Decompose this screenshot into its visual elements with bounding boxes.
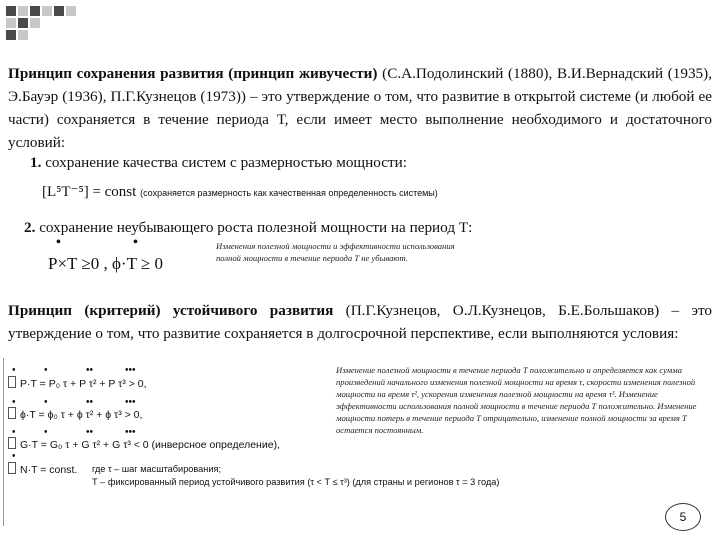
equation-power xyxy=(8,376,147,390)
principle-preservation-text: (С.А.Подолинский (1880), В.И.Вернадский (1935), Э.Бауэр (1936), П.Г.Кузнецов (1973)) – это утверждение о том, что развитие в открытой системе (и любой ее части) сохраняется в течение периода Т, если имеет место выполнение необходимого и достаточного условий: xyxy=(8,65,713,151)
deco-square xyxy=(18,6,28,16)
derivative-dot: •• xyxy=(86,427,94,438)
derivative-dot: •• xyxy=(86,397,94,408)
derivative-dot: • xyxy=(12,451,16,462)
derivative-dot: • xyxy=(44,397,48,408)
principle-preservation-paragraph xyxy=(8,62,712,154)
condition-1-text: сохранение качества систем с размерностью мощности: xyxy=(41,154,407,171)
derivative-dot: • xyxy=(44,427,48,438)
derivative-dot: • xyxy=(56,235,61,250)
equation-losses xyxy=(8,437,280,451)
deco-square xyxy=(6,6,16,16)
derivative-dot: • xyxy=(12,397,16,408)
formula-efficiency-part: ϕ·T ≥ 0 xyxy=(111,254,163,273)
note-non-decreasing: Изменения полезной мощности и эффективности использования полной мощности в течение периода Т не убывают. xyxy=(216,241,455,263)
equation-efficiency xyxy=(8,407,142,421)
equation-bracket-line xyxy=(3,358,4,526)
deco-square xyxy=(30,18,40,28)
deco-square xyxy=(30,6,40,16)
derivative-dot: • xyxy=(12,427,16,438)
deco-square xyxy=(54,6,64,16)
equation-power-text: P·T = P₀ τ + P τ² + P τ³ > 0, xyxy=(20,378,147,390)
formula-dimension-note: (сохраняется размерность как качественная определенность системы) xyxy=(140,188,438,198)
formula-power-part: P×T ≥0 xyxy=(48,254,100,273)
equation-efficiency-text: ϕ·T = ϕ₀ τ + ϕ τ² + ϕ τ³ > 0, xyxy=(20,409,143,421)
condition-2 xyxy=(24,218,472,238)
equation-footnote-period: Т – фиксированный период устойчивого развития (τ < T ≤ τ³) (для страны и регионов τ = 3 года) xyxy=(92,477,500,487)
decorative-squares xyxy=(0,0,160,42)
equation-losses-text: G·T = G₀ τ + G τ² + G τ³ < 0 (инверсное определение), xyxy=(20,439,280,451)
derivative-dot: • xyxy=(133,235,138,250)
deco-square xyxy=(66,6,76,16)
condition-1-number: 1. xyxy=(30,154,42,171)
derivative-dot: ••• xyxy=(125,365,136,376)
sustainable-development-text: (П.Г.Кузнецов, О.Л.Кузнецов, Б.Е.Большаков) – это утверждение о том, что развитие сохраняется в долгосрочной перспективе, если выполняются условия: xyxy=(8,302,713,342)
deco-square xyxy=(18,30,28,40)
derivative-dot: • xyxy=(44,365,48,376)
condition-2-text: сохранение неубывающего роста полезной мощности на период Т: xyxy=(35,219,473,236)
equation-footnote-step: где τ – шаг масштабирования; xyxy=(92,464,222,474)
deco-square xyxy=(18,18,28,28)
page-number: 5 xyxy=(665,503,701,531)
condition-1 xyxy=(30,153,407,173)
derivative-dot: •• xyxy=(86,365,94,376)
formula-dimension xyxy=(42,182,438,201)
equation-total-power xyxy=(8,462,77,476)
equation-total-power-text: N·T = const. xyxy=(20,464,78,476)
right-explanatory-note: Изменение полезной мощности в течение периода Т положительно и определяется как сумма произведений начального изменения полезной мощности на время τ, скорости изменения полезной мощности на время τ², ускорения изменения полезной мощности на время τ³. Изменение эффективности использования полной мощности в течение периода Т положительно. Изменение мощности потерь в течение периода Т отрицательно, изменение полной мощности за время Т остается постоянным. xyxy=(336,365,697,435)
deco-square xyxy=(6,18,16,28)
formula-dimension-main: [L⁵T⁻⁵] = const xyxy=(42,184,137,200)
derivative-dot: ••• xyxy=(125,397,136,408)
formula-non-decreasing xyxy=(48,254,163,274)
derivative-dot: • xyxy=(12,365,16,376)
sustainable-development-title: Принцип (критерий) устойчивого развития xyxy=(8,302,334,319)
derivative-dot: ••• xyxy=(125,427,136,438)
deco-square xyxy=(42,6,52,16)
principle-preservation-title: Принцип сохранения развития (принцип живучести) xyxy=(8,65,378,82)
sustainable-development-paragraph xyxy=(8,299,712,345)
formula-separator: , xyxy=(99,254,108,273)
condition-2-number: 2. xyxy=(24,219,36,236)
deco-square xyxy=(6,30,16,40)
